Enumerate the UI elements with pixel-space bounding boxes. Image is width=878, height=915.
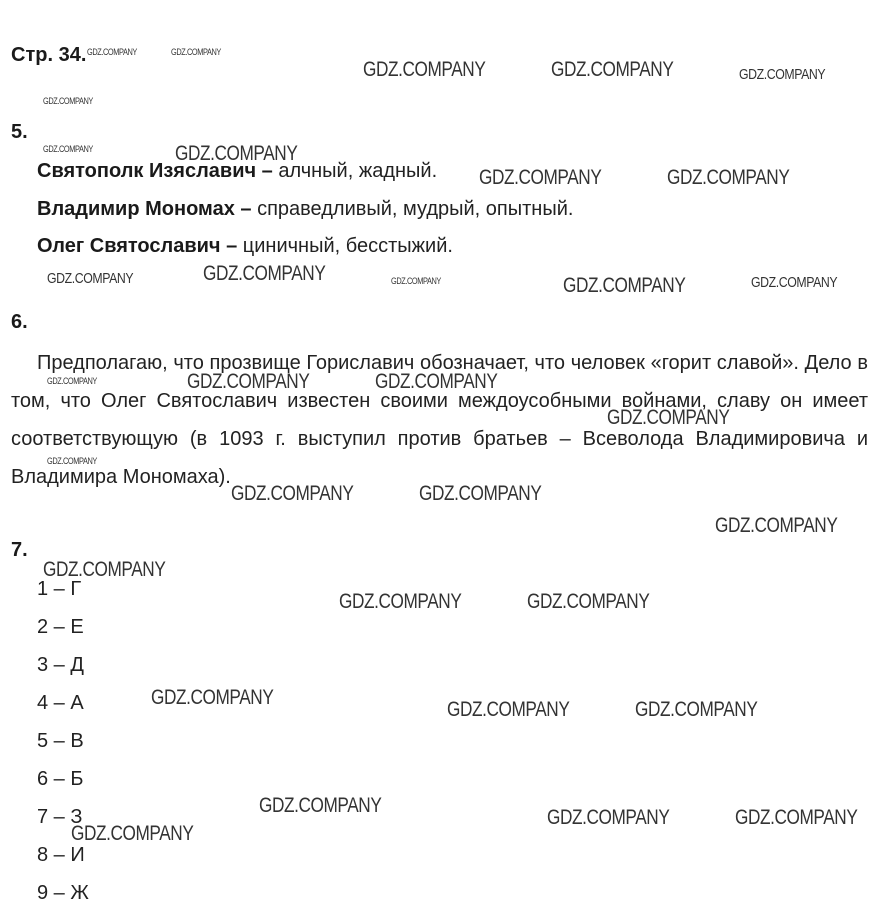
- task-5-item: [37, 197, 573, 221]
- watermark: GDZ.COMPANY: [715, 514, 838, 537]
- watermark: GDZ.COMPANY: [187, 370, 310, 393]
- task-5-item-desc: циничный, бесстыжий.: [242, 235, 453, 257]
- watermark: GDZ.COMPANY: [43, 96, 93, 106]
- watermark: GDZ.COMPANY: [259, 794, 382, 817]
- task-5-item-sep: –: [234, 198, 258, 220]
- watermark: GDZ.COMPANY: [527, 590, 650, 613]
- task-5-item-sep: –: [256, 160, 279, 182]
- task-5-item-name: Олег Святославич: [37, 235, 221, 257]
- task-7-answer: 1 – Г: [37, 578, 82, 600]
- watermark: GDZ.COMPANY: [151, 686, 274, 709]
- task-5-item-sep: –: [220, 235, 243, 257]
- watermark: GDZ.COMPANY: [391, 276, 441, 286]
- watermark: GDZ.COMPANY: [735, 806, 858, 829]
- watermark: GDZ.COMPANY: [171, 47, 221, 57]
- task-7-answer: 4 – А: [37, 692, 84, 714]
- task-7-answer: 3 – Д: [37, 654, 84, 676]
- watermark: GDZ.COMPANY: [375, 370, 498, 393]
- task-5-item-desc: алчный, жадный.: [278, 160, 438, 182]
- watermark: GDZ.COMPANY: [751, 274, 838, 291]
- watermark: GDZ.COMPANY: [47, 456, 97, 466]
- watermark: GDZ.COMPANY: [231, 482, 354, 505]
- task-6-number: 6.: [11, 311, 28, 333]
- watermark: GDZ.COMPANY: [203, 262, 326, 285]
- watermark: GDZ.COMPANY: [563, 274, 686, 297]
- watermark: GDZ.COMPANY: [47, 270, 134, 287]
- watermark: GDZ.COMPANY: [363, 58, 486, 81]
- task-5-number: 5.: [11, 121, 28, 143]
- task-7-answer: 6 – Б: [37, 768, 84, 790]
- watermark: GDZ.COMPANY: [447, 698, 570, 721]
- watermark: GDZ.COMPANY: [635, 698, 758, 721]
- watermark: GDZ.COMPANY: [479, 166, 602, 189]
- watermark: GDZ.COMPANY: [43, 144, 93, 154]
- watermark: GDZ.COMPANY: [667, 166, 790, 189]
- task-7-answer: 7 – З: [37, 806, 83, 828]
- task-5-item-name: Владимир Мономах: [37, 198, 235, 220]
- watermark: GDZ.COMPANY: [551, 58, 674, 81]
- task-7-answer: 2 – Е: [37, 616, 84, 638]
- task-7-answer: 9 – Ж: [37, 882, 89, 904]
- watermark: GDZ.COMPANY: [739, 66, 826, 83]
- task-6-paragraph: Предполагаю, что прозвище Гориславич обозначает, что человек «горит славой». Дело в том, что Олег Святославич известен своими междоусобными войнами, славу он имеет соответствующую (в 1093 г. выступил против братьев – Всеволода Владимировича и Владимира Мономаха).: [11, 352, 868, 488]
- watermark: GDZ.COMPANY: [339, 590, 462, 613]
- task-5-item-name: Святополк Изяславич: [37, 160, 257, 182]
- task-5-item: [37, 159, 437, 183]
- task-5-item: [37, 234, 453, 258]
- watermark: GDZ.COMPANY: [87, 47, 137, 57]
- watermark: GDZ.COMPANY: [547, 806, 670, 829]
- task-7-number: 7.: [11, 539, 28, 561]
- task-7-answer: 8 – И: [37, 844, 85, 866]
- watermark: GDZ.COMPANY: [419, 482, 542, 505]
- task-7-answer: 5 – В: [37, 730, 84, 752]
- task-5-item-desc: справедливый, мудрый, опытный.: [257, 198, 574, 220]
- watermark: GDZ.COMPANY: [175, 142, 298, 165]
- watermark: GDZ.COMPANY: [71, 822, 194, 845]
- watermark: GDZ.COMPANY: [47, 376, 97, 386]
- watermark: GDZ.COMPANY: [43, 558, 166, 581]
- watermark: GDZ.COMPANY: [607, 406, 730, 429]
- page-title: Стр. 34.: [11, 44, 87, 66]
